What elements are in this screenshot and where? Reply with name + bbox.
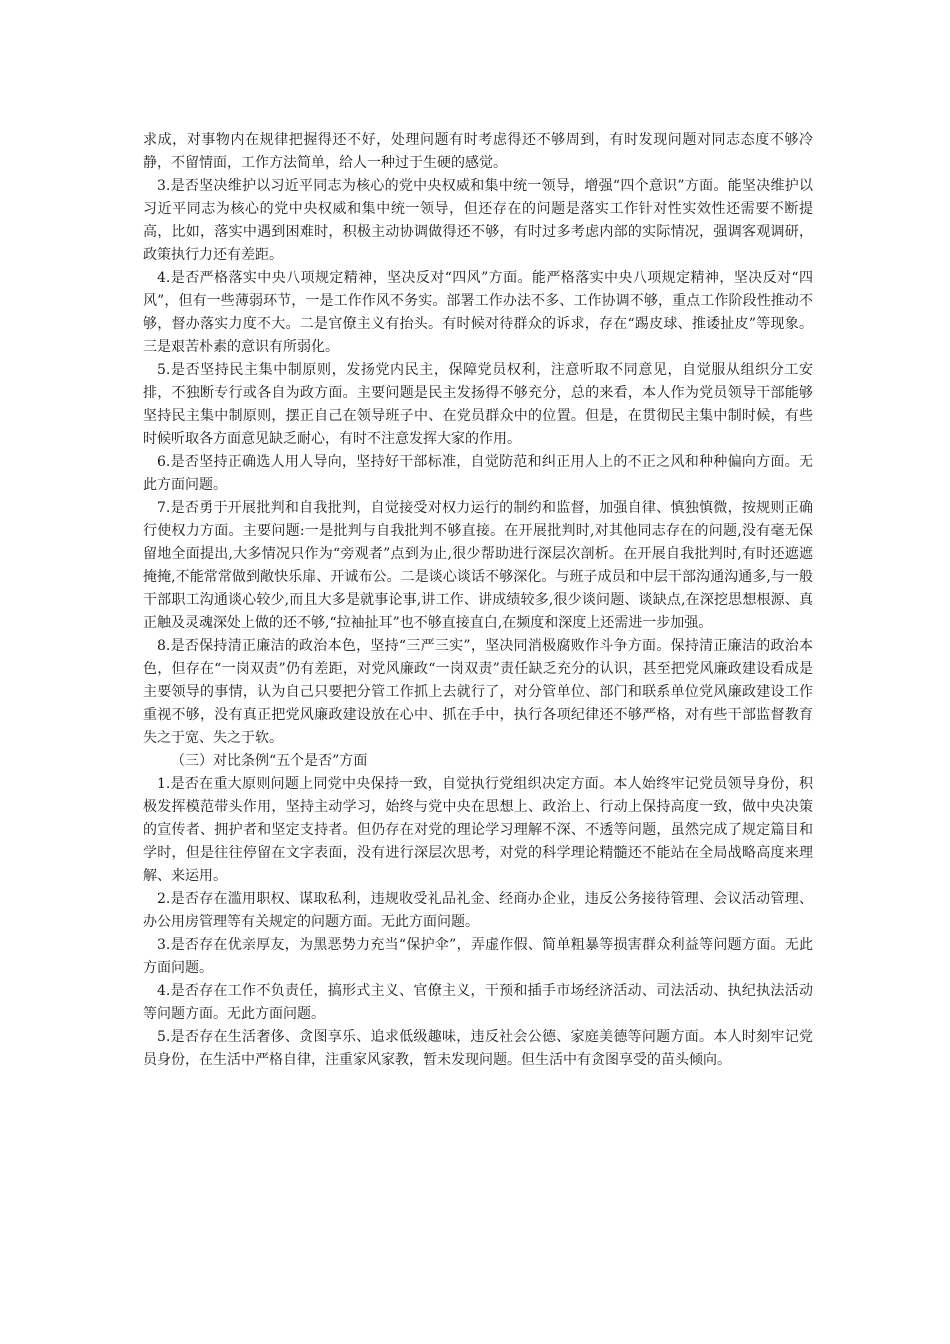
paragraph-check-5: 5.是否存在生活奢侈、贪图享乐、追求低级趣味，违反社会公德、家庭美德等问题方面。本人时刻牢记党员身份，在生活中严格自律，注重家风家教，暂未发现问题。但生活中有贪图享受的苗头倾向。 <box>143 1029 813 1068</box>
paragraph-item-3: 3.是否坚决维护以习近平同志为核心的党中央权威和集中统一领导，增强“四个意识”方面。能坚决维护以习近平同志为核心的党中央权威和集中统一领导，但还存在的问题是落实工作针对性实效性还需要不断提高，比如，落实中遇到困难时，积极主动协调做得还不够，有时过多考虑内部的实际情况，强调客观调研，政策执行力还有差距。 <box>143 178 813 263</box>
paragraph-item-8: 8.是否保持清正廉洁的政治本色，坚持“三严三实”，坚决同消极腐败作斗争方面。保持清正廉洁的政治本色，但存在“一岗双责”仍有差距，对党风廉政“一岗双责”责任缺乏充分的认识，甚至把党风廉政建设看成是主要领导的事情，认为自己只要把分管工作抓上去就行了，对分管单位、部门和联系单位党风廉政建设工作重视不够，没有真正把党风廉政建设放在心中、抓在手中，执行各项纪律还不够严格，对有些干部监督教育失之于宽、失之于软。 <box>143 638 813 746</box>
document-page <box>143 129 813 1072</box>
section-heading: （三）对比条例“五个是否”方面 <box>171 753 368 769</box>
paragraph-item-4: 4.是否严格落实中央八项规定精神，坚决反对“四风”方面。能严格落实中央八项规定精神，坚决反对“四风”，但有一些薄弱环节，一是工作作风不务实。部署工作办法不多、工作协调不够，重点工作阶段性推动不够，督办落实力度不大。二是官僚主义有抬头。有时候对待群众的诉求，存在“踢皮球、推诿扯皮”等现象。三是艰苦朴素的意识有所弱化。 <box>143 270 813 355</box>
paragraph-item-6: 6.是否坚持正确选人用人导向，坚持好干部标准，自觉防范和纠正用人上的不正之风和种种偏向方面。无此方面问题。 <box>143 454 813 493</box>
paragraph-item-5: 5.是否坚持民主集中制原则，发扬党内民主，保障党员权利，注意听取不同意见，自觉服从组织分工安排，不独断专行或各自为政方面。主要问题是民主发扬得不够充分，总的来看，本人作为党员领导干部能够坚持民主集中制原则，摆正自己在领导班子中、在党员群众中的位置。但是，在贯彻民主集中制时候，有些时候听取各方面意见缺乏耐心，有时不注意发挥大家的作用。 <box>143 362 813 447</box>
paragraph-item-7: 7.是否勇于开展批判和自我批判，自觉接受对权力运行的制约和监督，加强自律、慎独慎微，按规则正确行使权力方面。主要问题:一是批判与自我批判不够直接。在开展批判时,对其他同志存在的问题,没有毫无保留地全面提出,大多情况只作为“旁观者”点到为止,很少帮助进行深层次剖析。在开展自我批判时,有时还遮遮掩掩,不能常常做到敞快乐扉、开诚布公。二是谈心谈话不够深化。与班子成员和中层干部沟通沟通多,与一般干部职工沟通谈心较少,而且大多是就事论事,讲工作、讲成绩较多,很少谈问题、谈缺点,在深挖思想根源、真正触及灵魂深处上做的还不够,“拉袖扯耳”也不够直接直白,在频度和深度上还需进一步加强。 <box>143 500 813 631</box>
paragraph-check-4: 4.是否存在工作不负责任，搞形式主义、官僚主义，干预和插手市场经济活动、司法活动、执纪执法活动等问题方面。无此方面问题。 <box>143 983 813 1022</box>
paragraph-check-3: 3.是否存在优亲厚友，为黑恶势力充当“保护伞”，弄虚作假、简单粗暴等损害群众利益等问题方面。无此方面问题。 <box>143 937 813 976</box>
paragraph-check-1: 1.是否在重大原则问题上同党中央保持一致，自觉执行党组织决定方面。本人始终牢记党员领导身份，积极发挥模范带头作用，坚持主动学习，始终与党中央在思想上、政治上、行动上保持高度一致，做中央决策的宣传者、拥护者和坚定支持者。但仍存在对党的理论学习理解不深、不透等问题，虽然完成了规定篇目和学时，但是往往停留在文字表面，没有进行深层次思考，对党的科学理论精髓还不能站在全局战略高度来理解、来运用。 <box>143 776 813 884</box>
paragraph-continuation: 求成，对事物内在规律把握得还不好，处理问题有时考虑得还不够周到，有时发现问题对同志态度不够冷静，不留情面，工作方法简单，给人一种过于生硬的感觉。 <box>143 132 813 171</box>
paragraph-check-2: 2.是否存在滥用职权、谋取私利，违规收受礼品礼金、经商办企业，违反公务接待管理、会议活动管理、办公用房管理等有关规定的问题方面。无此方面问题。 <box>143 891 813 930</box>
